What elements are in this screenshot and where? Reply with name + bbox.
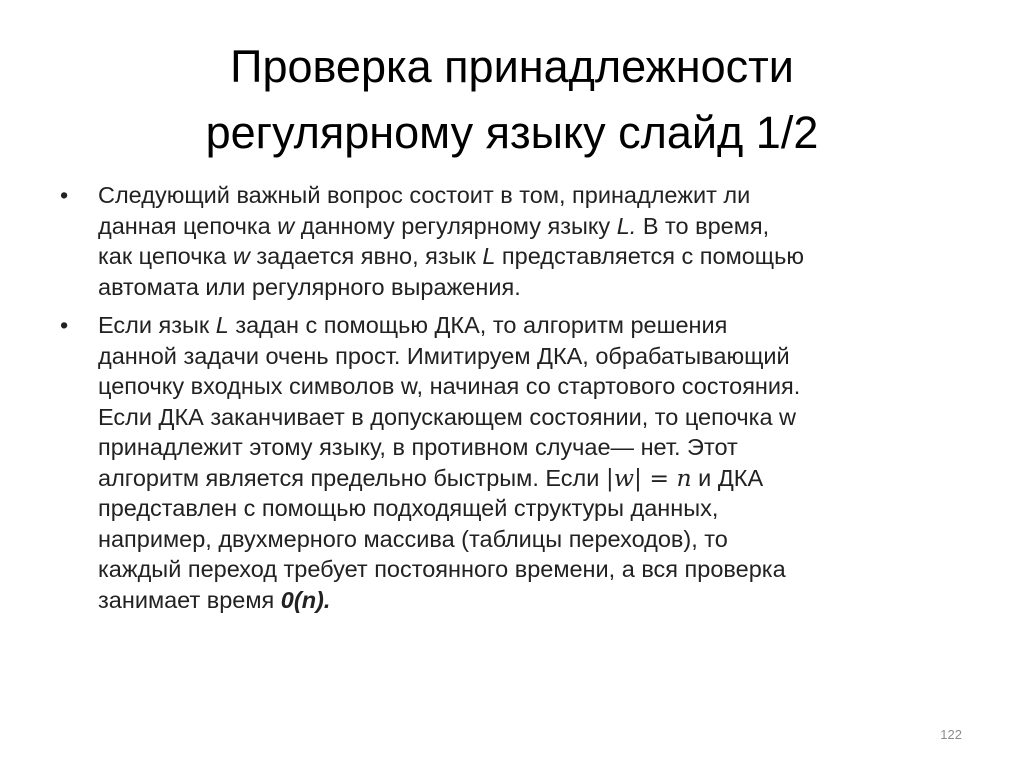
bullet-dot: • xyxy=(60,312,69,338)
bullet-2-line-2: данной задачи очень прост. Имитируем ДКА, обрабатывающий xyxy=(98,342,790,369)
bullet-2-line-3: цепочку входных символов w, начиная со стартового состояния. xyxy=(98,373,801,399)
complexity-notation: 0(n). xyxy=(280,586,331,613)
bullet-2-line-6: алгоритм является предельно быстрым. Если |w| = n и ДКА xyxy=(98,463,764,492)
page-number: 122 xyxy=(940,727,962,742)
bullet-2-line-4: Если ДКА заканчивает в допускающем состоянии, то цепочка w xyxy=(98,403,797,430)
bullet-1-line-2: данная цепочка w данному регулярному языку L. В то время, xyxy=(98,212,770,239)
slide-title-line-2: регулярному языку слайд 1/2 xyxy=(205,107,819,158)
bullet-1-line-4: автомата или регулярного выражения. xyxy=(98,273,521,300)
bullet-1-line-1: Следующий важный вопрос состоит в том, принадлежит ли xyxy=(98,182,751,208)
bullet-2-line-1: Если язык L задан с помощью ДКА, то алгоритм решения xyxy=(98,312,728,338)
bullet-2-line-9: каждый переход требует постоянного времени, а вся проверка xyxy=(98,556,786,582)
bullet-list xyxy=(56,180,966,623)
bullet-2-line-5: принадлежит этому языку, в противном случае— нет. Этот xyxy=(98,434,738,460)
math-formula: |w| = n xyxy=(605,463,692,492)
bullet-item-1 xyxy=(56,180,966,302)
bullet-item-2 xyxy=(56,310,966,615)
bullet-2-line-7: представлен с помощью подходящей структуры данных, xyxy=(98,495,719,521)
bullet-2-line-10: занимает время 0(n). xyxy=(98,586,331,613)
bullet-1-line-3: как цепочка w задается явно, язык L представляется с помощью xyxy=(98,243,804,269)
bullet-dot: • xyxy=(60,182,69,208)
bullet-2-line-8: например, двухмерного массива (таблицы переходов), то xyxy=(98,525,728,552)
slide-title-line-1: Проверка принадлежности xyxy=(230,41,794,92)
slide-title xyxy=(70,34,954,166)
